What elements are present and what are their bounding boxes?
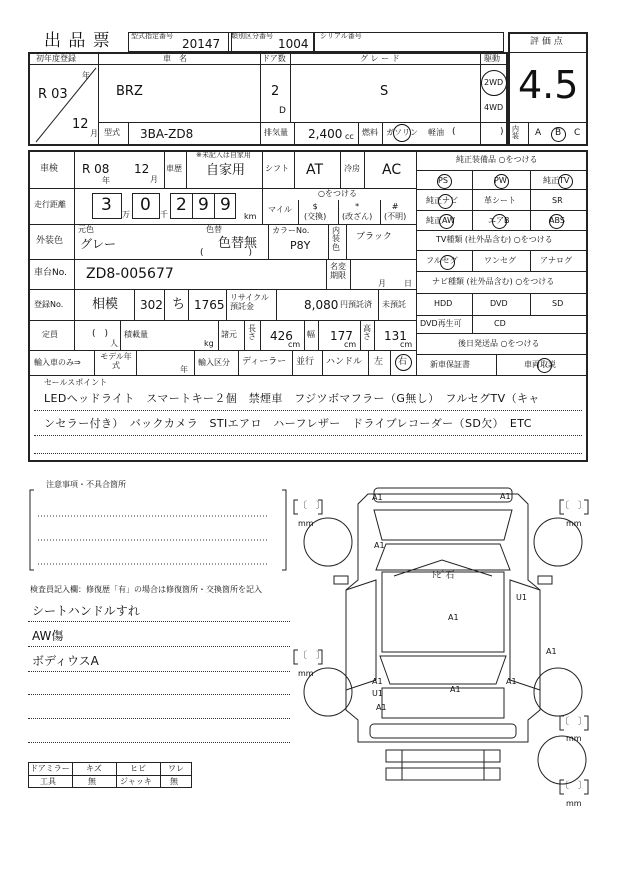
capacity-unit: 人 [110, 339, 118, 348]
equip-leather: 革シート [484, 196, 516, 205]
reg-number: 1765 [194, 298, 225, 312]
history: 自家用 [206, 163, 246, 178]
legend-r1: 工具 [40, 777, 56, 786]
legend-h2: キズ [86, 764, 102, 773]
width: 177 [330, 329, 353, 343]
mileage-digit-2: 9 [198, 195, 209, 215]
mark-right-quarter: A1 [546, 647, 557, 656]
shift-label: シフト [265, 164, 289, 173]
note-line-1: シートハンドルすれ [32, 604, 140, 618]
equip-abs: ABS [549, 216, 565, 225]
fuel-paren-open: ( [452, 127, 456, 137]
tv-oneseg: ワンセグ [484, 256, 516, 265]
inspection-year-unit: 年 [102, 176, 110, 185]
class-no: 1004 [278, 37, 309, 51]
car-diagram [290, 480, 600, 810]
load-label: 積載量 [124, 330, 148, 339]
reg-kana: ち [172, 297, 186, 312]
color-change-label: 色替 [206, 225, 222, 234]
mileage-digit-1: 2 [176, 195, 187, 215]
equip-genuine-tv: 純正TV [543, 176, 570, 185]
mileage-sen: 0 [140, 195, 151, 215]
import-label: 輸入車のみ⇒ [34, 358, 81, 367]
doors-label: ドア数 [262, 54, 286, 63]
tire-fl-bracket: 〔 〕 [298, 501, 326, 511]
ac-label: 冷房 [344, 164, 360, 173]
legend-h4: ワレ [168, 764, 184, 773]
class-label: 類別区分番号 [231, 32, 273, 40]
tire-rl-mm: mm [298, 669, 314, 678]
notes-title: 注意事項・不具合箇所 [46, 480, 126, 489]
mark-rear-right: A1 [506, 677, 517, 686]
orig-color: グレー [80, 237, 117, 251]
shift: AT [306, 162, 324, 178]
mileage-sen-unit: 千 [160, 210, 168, 219]
score: 4.5 [518, 63, 579, 107]
tire-spare-mm: mm [566, 799, 582, 808]
mileage-man-unit: 万 [122, 210, 130, 219]
year-unit: 年 [82, 71, 90, 80]
name-change-month: 月 [378, 279, 386, 288]
note-line-2: AW傷 [32, 629, 64, 643]
name-change-label: 名変期限 [330, 262, 346, 280]
month-unit: 月 [90, 129, 98, 138]
score-label: 評 価 点 [530, 37, 563, 47]
interior-a: A [535, 128, 542, 138]
navi-dvd: DVD [490, 299, 508, 308]
navi-title: ナビ種類 (社外品含む) ○をつける [432, 277, 555, 286]
tv-analog: アナログ [540, 256, 572, 265]
width-label: 幅 [307, 330, 315, 339]
docs-manual: 車両取説 [524, 360, 556, 369]
chassis: ZD8-005677 [86, 266, 174, 282]
equip-genuine-aw: 純正AW [426, 216, 455, 225]
model-type-label: 型式 [104, 128, 120, 137]
parallel: 並行 [296, 357, 315, 367]
recycle-amount: 8,080 [304, 298, 339, 312]
mark-rear-left-u: U1 [372, 689, 383, 698]
tire-fl-mm: mm [298, 519, 314, 528]
drive-4wd: 4WD [484, 103, 504, 112]
inspection-month-unit: 月 [150, 175, 158, 184]
first-reg-month: 12 [72, 117, 89, 132]
capacity-label: 定員 [42, 330, 58, 339]
navi-hdd: HDD [434, 299, 453, 308]
tire-rr-mm: mm [566, 734, 582, 743]
equip-airbag: エアB [488, 216, 510, 225]
tamper-label: * (改ざん) [342, 202, 373, 221]
recycle-label: リサイクル預託金 [230, 293, 269, 311]
dims-label: 諸元 [221, 330, 237, 339]
height-unit: cm [400, 340, 413, 349]
legend-h1: ドアミラー [30, 764, 70, 773]
navi-cd: CD [494, 319, 506, 328]
tire-fr-mm: mm [566, 519, 582, 528]
sales-line-2: ンセラー付き） バックカメラ STIエアロ ハーフレザー ドライブレコーダー（SD欠） ETC [44, 417, 532, 430]
inspection-era: R 08 [82, 162, 110, 176]
history-label: 車歴 [166, 164, 182, 173]
inspection-label: 車検 [40, 164, 59, 174]
handle-right: 右 [398, 357, 408, 367]
navi-sd: SD [552, 299, 564, 308]
note-line-3: ボディウスA [32, 654, 99, 668]
drive-2wd: 2WD [484, 78, 504, 87]
tire-rl-bracket: 〔 〕 [298, 651, 326, 661]
ac: AC [382, 162, 402, 178]
mile-mark-label: ○をつける [318, 189, 357, 198]
legend-r3: ジャッキ [120, 777, 152, 786]
mark-front-fender-left: A1 [374, 541, 385, 550]
mark-front-bumper-right: A1 [500, 492, 511, 501]
interior-label: 内装 [512, 125, 519, 140]
mark-rear-bumper: A1 [376, 703, 387, 712]
handle-label: ハンドル [326, 357, 363, 367]
tire-fr-bracket: 〔 〕 [560, 501, 588, 511]
equip-ps: PS [438, 176, 448, 185]
length: 426 [270, 329, 293, 343]
legend-r4: 無 [170, 777, 178, 786]
model-year-unit: 年 [180, 365, 188, 374]
legend-h3: ヒビ [130, 764, 146, 773]
sales-line-1: LEDヘッドライト スマートキー２個 禁煙車 フジツボマフラー（G無し） フルセグTV（キャ [44, 392, 540, 405]
recycle-unit: 円預託済 [340, 300, 372, 309]
load-unit: kg [204, 339, 214, 348]
length-unit: cm [288, 340, 301, 349]
car-name-label: 車 名 [163, 54, 187, 63]
orig-color-label: 元色 [78, 225, 94, 234]
equip-sr: SR [552, 196, 563, 205]
fuel-paren-close: ) [500, 127, 504, 137]
mark-front-bumper-left: A1 [372, 493, 383, 502]
color-label: 外装色 [36, 236, 64, 246]
mile-label: マイル [268, 205, 292, 214]
equip-genuine-navi: 純正ナビ [426, 196, 458, 205]
reg-class: 302 [140, 298, 163, 312]
int-color: ブラック [356, 232, 392, 242]
color-no-label: カラーNo. [272, 226, 310, 235]
dealer: ディーラー [242, 357, 287, 367]
color-paren: ( ) [200, 248, 253, 258]
grade-label: グ レ ー ド [360, 54, 400, 63]
car-name: BRZ [116, 84, 143, 99]
width-unit: cm [344, 340, 357, 349]
model-code: 20147 [182, 37, 221, 51]
docs-title: 後日発送品 ○をつける [458, 339, 540, 348]
model-type: 3BA-ZD8 [140, 127, 194, 141]
color-no: P8Y [290, 239, 311, 252]
equip-pw: PW [494, 176, 507, 185]
displacement-unit: cc [345, 132, 354, 141]
notes-box [28, 484, 288, 574]
sales-label: セールスポイント [44, 378, 108, 387]
factory-title: 純正装備品 ○をつける [456, 155, 538, 164]
capacity-value: ( ) [92, 329, 109, 339]
mileage-digit-3: 9 [220, 195, 231, 215]
fuel-diesel: 軽油 [428, 128, 444, 137]
fuel-label: 燃料 [362, 128, 378, 137]
height-label: 高さ [363, 324, 371, 342]
grade: S [380, 84, 389, 99]
form-title: 出 品 票 [44, 31, 111, 51]
doors: 2 [271, 84, 280, 99]
model-code-label: 型式指定番号 [131, 32, 173, 40]
mileage-label: 走行距離 [34, 200, 66, 209]
name-change-day: 日 [404, 279, 412, 288]
serial-label: シリアル番号 [320, 32, 362, 40]
inspection-month: 12 [134, 162, 150, 176]
length-label: 長さ [248, 324, 256, 342]
interior-c: C [574, 128, 581, 138]
tire-rr-bracket: 〔 〕 [560, 717, 588, 727]
recycle-not: 未預託 [382, 300, 406, 309]
door-suffix: D [279, 106, 286, 116]
mileage-unit: km [244, 212, 257, 221]
inspector-note: 検査員記入欄：修復歴「有」の場合は修復箇所・交換箇所を記入 [30, 585, 262, 594]
mark-right-door: U1 [516, 593, 527, 602]
import-type-label: 輸入区分 [198, 358, 230, 367]
exchange-label: $ (交換) [304, 202, 327, 221]
displacement: 2,400 [308, 127, 343, 141]
int-color-label: 内装色 [332, 226, 340, 252]
mark-roof: A1 [448, 613, 459, 622]
docs-warranty: 新車保証書 [430, 360, 470, 369]
tire-spare-bracket: 〔 〕 [560, 781, 588, 791]
navi-dvd-play: DVD再生可 [420, 319, 462, 328]
color-change: 色替無 [218, 236, 258, 251]
reg-label: 登録No. [34, 300, 64, 309]
drive-label: 駆動 [484, 54, 500, 63]
legend-r2: 無 [88, 777, 96, 786]
first-reg-label: 初年度登録 [36, 54, 76, 63]
tv-title: TV種類 (社外品含む) ○をつける [436, 235, 553, 244]
handle-left: 左 [374, 357, 384, 367]
history-note: ※未記入は自家用 [196, 151, 251, 159]
chassis-label: 車台No. [34, 268, 67, 278]
first-reg-era: R 03 [38, 87, 68, 102]
mark-rear-left-a: A1 [372, 677, 383, 686]
interior-b: B [555, 128, 562, 138]
reg-area: 相模 [92, 297, 119, 312]
unknown-label: # (不明) [384, 202, 407, 221]
mileage-man: 3 [101, 195, 112, 215]
mark-windshield: ﾄﾋﾞ石 [432, 571, 455, 581]
mark-trunk: A1 [450, 685, 461, 694]
height: 131 [384, 329, 407, 343]
model-year-label: モデル年式 [100, 352, 132, 370]
tv-fullseg: フルセグ [426, 256, 458, 265]
displacement-label: 排気量 [264, 128, 288, 137]
fuel-gasoline: ガソリン [386, 128, 418, 137]
